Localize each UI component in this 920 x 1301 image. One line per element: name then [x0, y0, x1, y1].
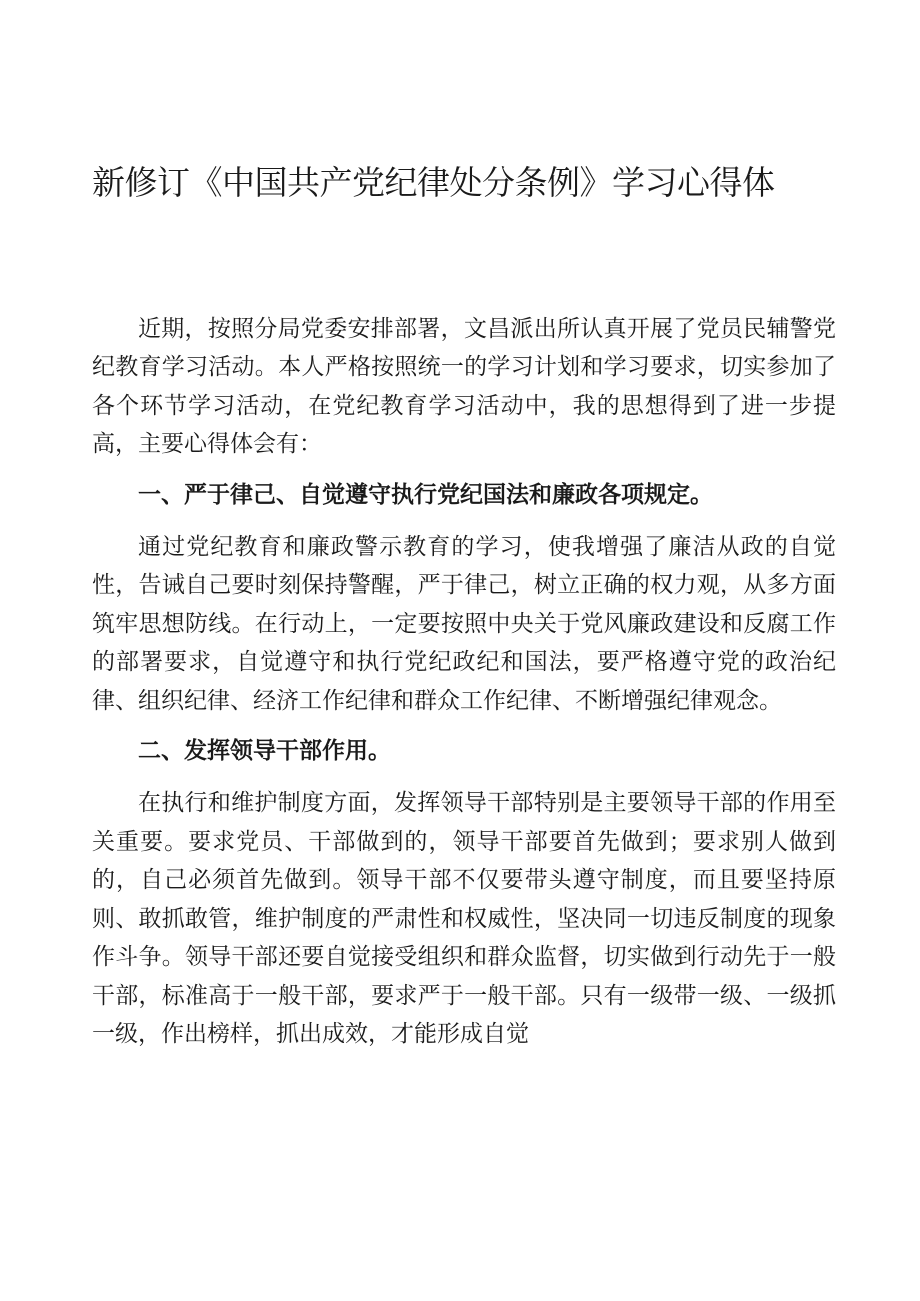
section-heading-2: 二、发挥领导干部作用。 [138, 738, 391, 765]
document-title: 新修订《中国共产党纪律处分条例》学习心得体 [92, 163, 775, 202]
section-heading-1: 一、严于律己、自觉遵守执行党纪国法和廉政各项规定。 [138, 481, 713, 508]
intro-paragraph: 近期，按照分局党委安排部署，文昌派出所认真开展了党员民辅警党纪教育学习活动。本人严格按照统一的学习计划和学习要求，切实参加了各个环节学习活动，在党纪教育学习活动中，我的思想得到了进一步提高，主要心得体会有： [92, 316, 836, 458]
section-1-paragraph: 通过党纪教育和廉政警示教育的学习，使我增强了廉洁从政的自觉性，告诫自己要时刻保持警醒，严于律己，树立正确的权力观，从多方面筑牢思想防线。在行动上，一定要按照中央关于党风廉政建设和反腐工作的部署要求，自觉遵守和执行党纪政纪和国法，要严格遵守党的政治纪律、组织纪律、经济工作纪律和群众工作纪律、不断增强纪律观念。 [92, 534, 836, 714]
section-2-paragraph: 在执行和维护制度方面，发挥领导干部特别是主要领导干部的作用至关重要。要求党员、干部做到的，领导干部要首先做到；要求别人做到的，自己必须首先做到。领导干部不仅要带头遵守制度，而且要坚持原则、敢抓敢管，维护制度的严肃性和权威性，坚决同一切违反制度的现象作斗争。领导干部还要自觉接受组织和群众监督，切实做到行动先于一般干部，标准高于一般干部，要求严于一般干部。只有一级带一级、一级抓一级，作出榜样，抓出成效，才能形成自觉 [92, 790, 836, 1047]
document-body [92, 310, 836, 1053]
